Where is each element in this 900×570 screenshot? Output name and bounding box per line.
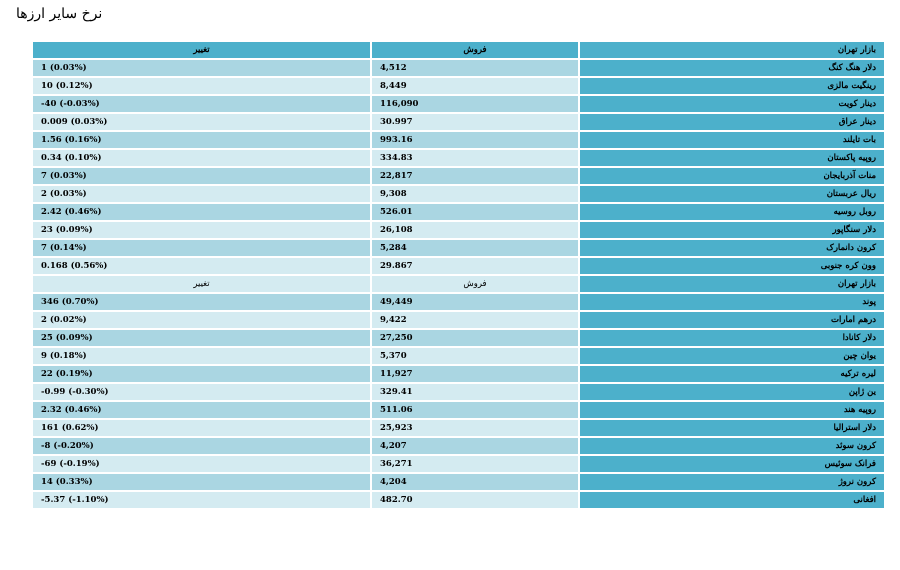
- sell-price: 993.16: [370, 132, 578, 148]
- price-change: 22 (0.19%): [41, 369, 93, 379]
- sell-price: 11,927: [370, 366, 578, 382]
- table-row: [33, 132, 884, 148]
- price-change: 9 (0.18%): [41, 351, 87, 361]
- table-row: [33, 384, 884, 400]
- currency-rate-table: [33, 40, 884, 510]
- table-row: [33, 402, 884, 418]
- subheader-sell: فروش: [370, 276, 578, 292]
- subheader-market: بازار تهران: [578, 276, 884, 292]
- sell-price: 4,512: [370, 60, 578, 76]
- currency-name: درهم امارات: [578, 312, 884, 328]
- table-row: [33, 456, 884, 472]
- price-change: 2.42 (0.46%): [41, 207, 102, 217]
- sell-price: 26,108: [370, 222, 578, 238]
- header-sell: فروش: [370, 42, 578, 58]
- price-change: 25 (0.09%): [41, 333, 93, 343]
- price-change: 1 (0.03%): [41, 63, 87, 73]
- price-change: 10 (0.12%): [41, 81, 93, 91]
- table-row: [33, 312, 884, 328]
- currency-name: ین ژاپن: [578, 384, 884, 400]
- sell-price: 8,449: [370, 78, 578, 94]
- price-change: -0.99 (-0.30%): [41, 387, 109, 397]
- sell-price: 329.41: [370, 384, 578, 400]
- table-row: [33, 366, 884, 382]
- price-change: 2 (0.03%): [41, 189, 87, 199]
- table-header-row: [33, 42, 884, 58]
- currency-name: وون کره جنوبی: [578, 258, 884, 274]
- price-change: 346 (0.70%): [41, 297, 99, 307]
- price-change: -8 (-0.20%): [41, 441, 94, 451]
- subheader-change: تغییر: [33, 276, 370, 292]
- sell-price: 5,284: [370, 240, 578, 256]
- table-row: [33, 222, 884, 238]
- price-change: 7 (0.14%): [41, 243, 87, 253]
- price-change: 0.34 (0.10%): [41, 153, 102, 163]
- table-row: [33, 168, 884, 184]
- table-row: [33, 294, 884, 310]
- price-change: 0.168 (0.56%): [41, 261, 108, 271]
- table-row: [33, 186, 884, 202]
- currency-name: ریال عربستان: [578, 186, 884, 202]
- price-change: 23 (0.09%): [41, 225, 93, 235]
- table-row: [33, 492, 884, 508]
- price-change: 161 (0.62%): [41, 423, 99, 433]
- sell-price: 22,817: [370, 168, 578, 184]
- currency-name: کرون سوئد: [578, 438, 884, 454]
- sell-price: 9,422: [370, 312, 578, 328]
- price-change: 0.009 (0.03%): [41, 117, 108, 127]
- price-change: 1.56 (0.16%): [41, 135, 102, 145]
- table-row: [33, 204, 884, 220]
- currency-name: بات تایلند: [578, 132, 884, 148]
- currency-name: دینار عراق: [578, 114, 884, 130]
- currency-name: فرانک سوئیس: [578, 456, 884, 472]
- price-change: -69 (-0.19%): [41, 459, 100, 469]
- table-row: [33, 330, 884, 346]
- currency-name: رینگیت مالزی: [578, 78, 884, 94]
- sell-price: 27,250: [370, 330, 578, 346]
- sell-price: 526.01: [370, 204, 578, 220]
- sell-price: 49,449: [370, 294, 578, 310]
- table-row: [33, 114, 884, 130]
- currency-name: کرون دانمارک: [578, 240, 884, 256]
- sell-price: 36,271: [370, 456, 578, 472]
- sell-price: 30.997: [370, 114, 578, 130]
- table-subheader-row: [33, 276, 884, 292]
- currency-name: روبل روسیه: [578, 204, 884, 220]
- table-row: [33, 78, 884, 94]
- sell-price: 9,308: [370, 186, 578, 202]
- table-row: [33, 60, 884, 76]
- currency-name: دلار هنگ کنگ: [578, 60, 884, 76]
- price-change: 14 (0.33%): [41, 477, 93, 487]
- sell-price: 5,370: [370, 348, 578, 364]
- table-row: [33, 150, 884, 166]
- price-change: 7 (0.03%): [41, 171, 87, 181]
- currency-name: لیره ترکیه: [578, 366, 884, 382]
- currency-name: افغانی: [578, 492, 884, 508]
- currency-name: پوند: [578, 294, 884, 310]
- sell-price: 511.06: [370, 402, 578, 418]
- table-row: [33, 438, 884, 454]
- currency-name: کرون نروژ: [578, 474, 884, 490]
- currency-name: دلار سنگاپور: [578, 222, 884, 238]
- sell-price: 29.867: [370, 258, 578, 274]
- table-row: [33, 474, 884, 490]
- currency-name: منات آذربایجان: [578, 168, 884, 184]
- page-title: نرخ سایر ارزها: [16, 6, 103, 22]
- table-row: [33, 240, 884, 256]
- currency-name: یوان چین: [578, 348, 884, 364]
- sell-price: 4,207: [370, 438, 578, 454]
- header-market: بازار تهران: [578, 42, 884, 58]
- sell-price: 334.83: [370, 150, 578, 166]
- sell-price: 116,090: [370, 96, 578, 112]
- currency-name: دلار کانادا: [578, 330, 884, 346]
- price-change: -5.37 (-1.10%): [41, 495, 109, 505]
- currency-name: دلار استرالیا: [578, 420, 884, 436]
- price-change: 2.32 (0.46%): [41, 405, 102, 415]
- sell-price: 482.70: [370, 492, 578, 508]
- table-row: [33, 348, 884, 364]
- table-row: [33, 258, 884, 274]
- currency-name: روپیه هند: [578, 402, 884, 418]
- sell-price: 25,923: [370, 420, 578, 436]
- price-change: -40 (-0.03%): [41, 99, 100, 109]
- header-change: تغییر: [33, 42, 370, 58]
- price-change: 2 (0.02%): [41, 315, 87, 325]
- sell-price: 4,204: [370, 474, 578, 490]
- currency-name: دینار کویت: [578, 96, 884, 112]
- table-row: [33, 420, 884, 436]
- currency-name: روپیه پاکستان: [578, 150, 884, 166]
- table-row: [33, 96, 884, 112]
